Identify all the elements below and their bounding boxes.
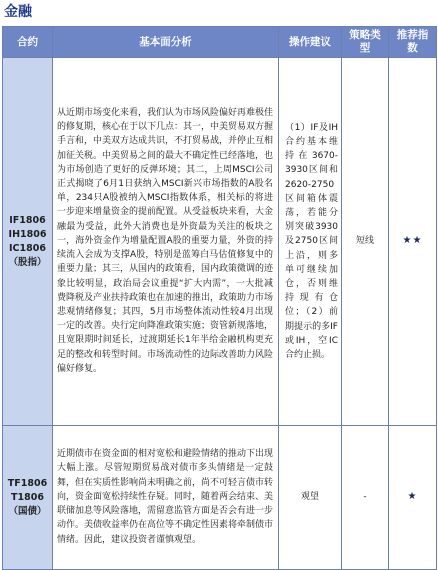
contract-category: （股指）: [8, 256, 47, 268]
section-title: 金融: [4, 4, 32, 20]
table-header-row: [3, 27, 437, 58]
header-strategy: 策略类型: [342, 27, 389, 58]
header-suggestion: 操作建议: [279, 27, 342, 58]
contract-category: （国债）: [8, 505, 47, 517]
strategy-cell: -: [342, 426, 389, 570]
header-contract: 合约: [3, 27, 53, 58]
contract-code: TF1806: [7, 477, 48, 489]
contract-code: IF1806: [9, 214, 46, 226]
strategy-cell: 短线: [342, 58, 389, 426]
header-analysis: 基本面分析: [53, 27, 279, 58]
strategy-table: [2, 26, 437, 570]
rating-cell: ★★: [389, 58, 437, 426]
header-rating: 推荐指数: [389, 27, 437, 58]
analysis-cell: 从近期市场变化来看，我们认为市场风险偏好再难极佳的修复期，核心在于以下几点：其一，中美贸易双方握手言和，中美双方达成共识，不打贸易战，并停止互相加征关税。中美贸易之间的最大不确定性已经落地，也为市场创造了更好的反弹环境；其二，上周MSCI公司正式揭晓了6月1日获纳入MSCI新兴市场指数的A股名单，234只A股被纳入MSCI指数体系，相关标的将进一步迎来增量资金的提前配置。从受益板块来看，大金融最为受益，此外大消费也是外资最为关注的板块之一，海外资金作为增量配置A股的重要力量，外资的持续流入会成为支撑A股，特别是蓝筹白马估值修复中的重要力量；其三，从国内的政策看，国内政策微调的迹象比较明显，政治局会议重提“扩大内需”，一大批减费降税及产业扶持政策也在加速的推出，政策助力市场悲观情绪修复；其四，5月市场整体流动性较4月出现一定的改善。央行定向降准政策实施；资管新规落地，且宽限期时间延长，过渡期延长1年半给金融机构更充足的整改和转型时间。市场流动性的边际改善助力风险偏好修复。: [53, 58, 279, 426]
contract-code: T1806: [11, 491, 44, 503]
analysis-cell: 近期债市在资金面的相对宽松和避险情绪的推动下出现大幅上涨。尽管短期贸易战对债市多头情绪是一定鼓舞，但在实质性影响尚未明确之前，尚不可轻言债市转向，资金面宽松持续性存疑。同时，随着两会结束、美联储加息等风险落地，需留意监管方面是否会有进一步动作。美债收益率仍在高位等不确定性因素将牵制债市情绪。因此，建议投资者谨慎观望。: [53, 426, 279, 570]
contract-cell: [3, 58, 53, 426]
suggestion-cell: （1）IF及IH合约基本维持在3670-3930区间和2620-2750区间箱体震荡，若能分别突破3930及2750区间上沿，则多单可继续加仓，否则维持现有仓位；（2）前期提示的多IF或IH，空IC合约止损。: [279, 58, 342, 426]
contract-cell: [3, 426, 53, 570]
table-row: [3, 58, 437, 426]
table-row: [3, 426, 437, 570]
contract-code: IH1806: [8, 228, 47, 240]
rating-cell: ★: [389, 426, 437, 570]
contract-code: IC1806: [9, 242, 46, 254]
suggestion-cell: 观望: [279, 426, 342, 570]
